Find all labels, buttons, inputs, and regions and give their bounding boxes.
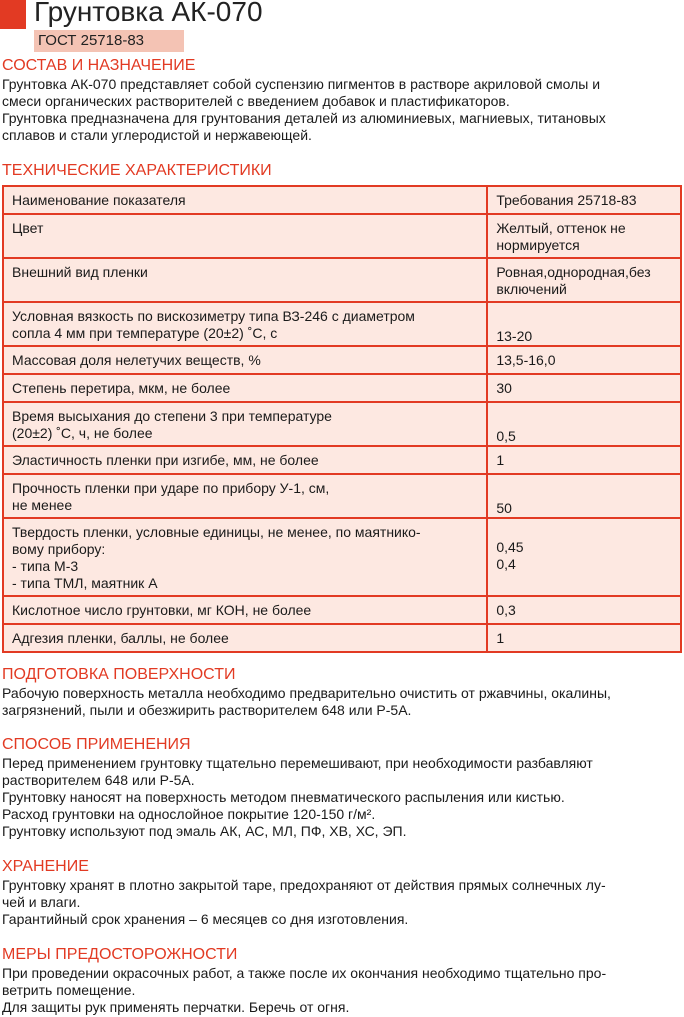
table-cell-name [3,624,487,652]
cell-line: Прочность пленки при ударе по прибору У-1, см, [12,480,330,496]
table-cell-value [487,402,681,446]
table-cell-name [3,214,487,258]
table-row [3,374,681,402]
safety-text [2,965,682,1016]
table-row [3,302,681,346]
cell-line: Ровная,однородная,без [496,264,651,280]
storage-line: чей и влаги. [2,894,81,910]
cell-line: Эластичность пленки при изгибе, мм, не более [12,452,319,468]
cell-line: Цвет [12,220,44,236]
composition-text [2,76,682,144]
gost-label: ГОСТ 25718-83 [34,30,184,52]
title-accent-bar [0,0,26,29]
application-line: Расход грунтовки на однослойное покрытие 120-150 г/м². [2,806,376,822]
table-cell-name [3,374,487,402]
table-cell-value [487,214,681,258]
table-cell-value [487,596,681,624]
table-cell-value [487,346,681,374]
cell-line: 13,5-16,0 [496,352,556,368]
composition-line: Грунтовка предназначена для грунтования деталей из алюминиевых, магниевых, титановых [2,110,606,126]
safety-line: Для защиты рук применять перчатки. Беречь от огня. [2,999,350,1015]
table-row [3,624,681,652]
surface-line: загрязнений, пыли и обезжирить растворителем 648 или Р-5А. [2,702,412,718]
cell-line: - типа ТМЛ, маятник А [12,575,158,591]
cell-line: нормируется [496,237,580,253]
table-header-cell: Наименование показателя [3,186,487,214]
table-cell-name [3,346,487,374]
cell-line: Кислотное число грунтовки, мг КОН, не более [12,602,312,618]
surface-text [2,685,682,719]
table-header-cell: Требования 25718-83 [487,186,681,214]
table-row [3,474,681,518]
table-row [3,518,681,596]
section-heading-application: СПОСОБ ПРИМЕНЕНИЯ [2,736,191,753]
cell-line: 0,3 [496,602,516,618]
cell-line: 30 [496,380,512,396]
cell-line: 0,4 [496,556,516,572]
composition-line: Грунтовка АК-070 представляет собой суспензию пигментов в растворе акриловой смолы и [2,76,601,92]
storage-line: Гарантийный срок хранения – 6 месяцев со дня изготовления. [2,911,409,927]
cell-line: - типа М-3 [12,558,79,574]
application-line: Перед применением грунтовку тщательно перемешивают, при необходимости разбавляют [2,755,593,771]
table-row [3,596,681,624]
application-line: растворителем 648 или Р-5А. [2,772,195,788]
cell-line: (20±2) ˚С, ч, не более [12,425,153,441]
table-row [3,214,681,258]
cell-line: Степень перетира, мкм, не более [12,380,231,396]
safety-line: При проведении окрасочных работ, а также после их окончания необходимо тщательно про- [2,965,607,981]
table-header-row [3,186,681,214]
cell-line: Условная вязкость по вискозиметру типа ВЗ-246 с диаметром [12,308,415,324]
table-cell-value [487,374,681,402]
cell-line: Время высыхания до степени 3 при температуре [12,408,332,424]
cell-line: Желтый, оттенок не [496,220,626,236]
cell-line: 1 [496,630,505,646]
section-heading-storage: ХРАНЕНИЕ [2,858,89,875]
table-cell-value [487,446,681,474]
page-title: Грунтовка АК-070 [34,0,263,27]
table-row [3,258,681,302]
storage-line: Грунтовку хранят в плотно закрытой таре, предохраняют от действия прямых солнечных лу- [2,877,606,893]
table-row [3,346,681,374]
section-heading-specs: ТЕХНИЧЕСКИЕ ХАРАКТЕРИСТИКИ [2,162,272,179]
cell-line: Внешний вид пленки [12,264,148,280]
section-heading-safety: МЕРЫ ПРЕДОСТОРОЖНОСТИ [2,946,238,963]
application-text [2,755,682,840]
table-cell-value [487,474,681,518]
table-cell-name [3,596,487,624]
application-line: Грунтовку используют под эмаль АК, АС, МЛ, ПФ, ХВ, ХС, ЭП. [2,823,407,839]
cell-line: 0,45 [496,539,524,555]
cell-line: 1 [496,452,505,468]
cell-line: 0,5 [496,428,516,444]
section-heading-composition: СОСТАВ И НАЗНАЧЕНИЕ [2,57,196,74]
table-cell-name [3,258,487,302]
table-cell-name [3,518,487,596]
cell-line: Массовая доля нелетучих веществ, % [12,352,261,368]
storage-text [2,877,682,928]
cell-line: включений [496,281,567,297]
table-cell-value [487,518,681,596]
table-cell-name [3,402,487,446]
section-heading-surface: ПОДГОТОВКА ПОВЕРХНОСТИ [2,666,236,683]
cell-line: Твердость пленки, условные единицы, не менее, по маятнико- [12,524,421,540]
table-cell-name [3,474,487,518]
cell-line: не менее [12,497,73,513]
table-cell-value [487,624,681,652]
cell-line: вому прибору: [12,541,106,557]
cell-line: Адгезия пленки, баллы, не более [12,630,229,646]
composition-line: сплавов и стали углеродистой и нержавеющей. [2,127,312,143]
specs-table [2,185,682,653]
table-cell-value [487,302,681,346]
table-cell-name [3,446,487,474]
table-cell-name [3,302,487,346]
table-cell-value [487,258,681,302]
table-row [3,402,681,446]
cell-line: сопла 4 мм при температуре (20±2) ˚С, с [12,325,278,341]
safety-line: ветрить помещение. [2,982,136,998]
cell-line: 13-20 [496,328,533,344]
surface-line: Рабочую поверхность металла необходимо предварительно очистить от ржавчины, окалины, [2,685,611,701]
application-line: Грунтовку наносят на поверхность методом пневматического распыления или кистью. [2,789,565,805]
table-row [3,446,681,474]
composition-line: смеси органических растворителей с введением добавок и пластификаторов. [2,93,510,109]
cell-line: 50 [496,500,512,516]
